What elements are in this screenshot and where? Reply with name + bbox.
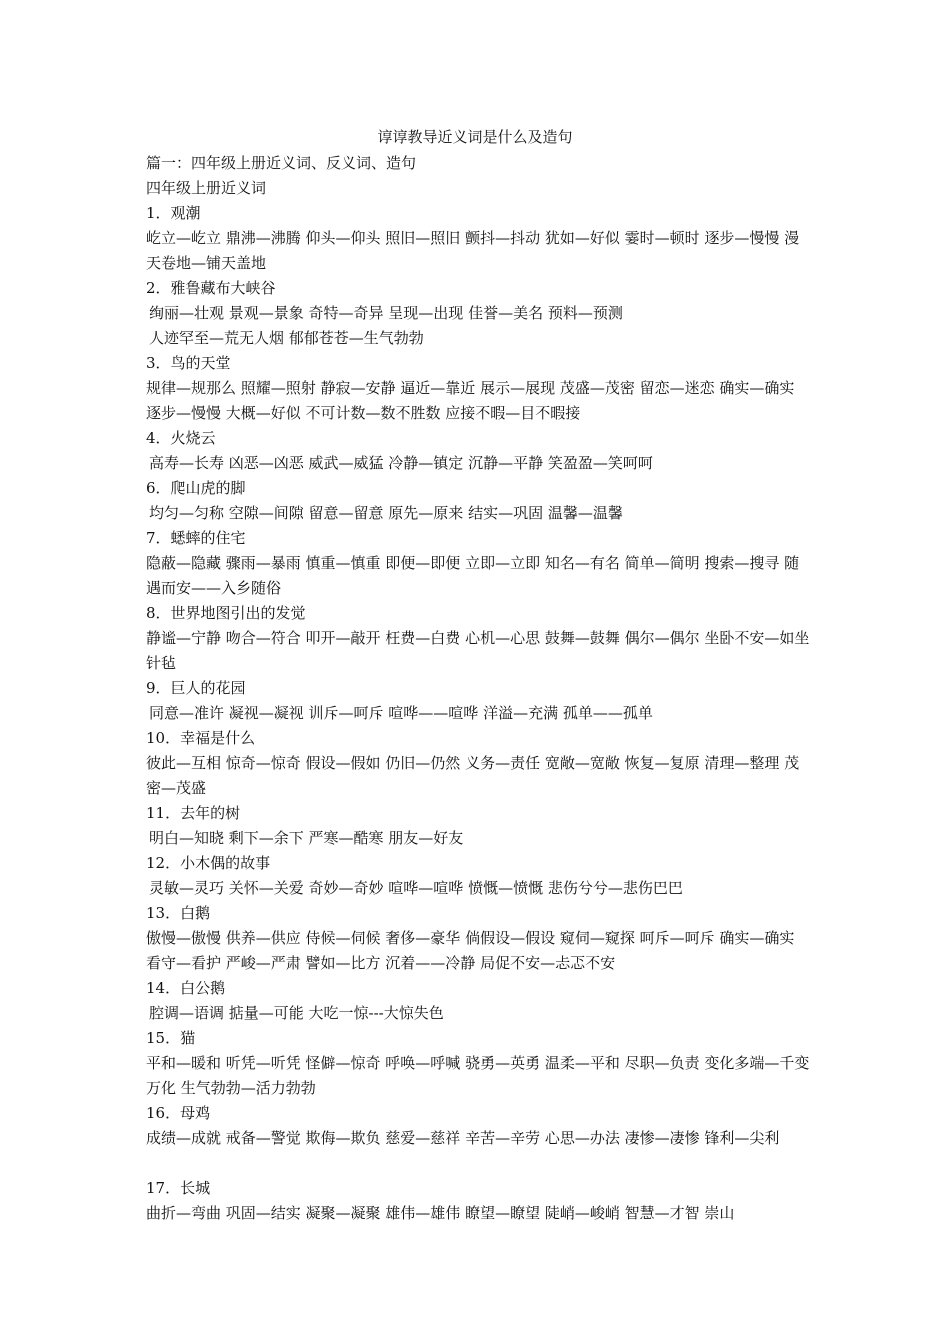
section-heading: 四年级上册近义词 — [146, 179, 267, 197]
synonym-list: 傲慢—傲慢 供养—供应 侍候—伺候 奢侈—豪华 倘假设—假设 窥伺—窥探 呵斥—呵斥 确实—确实 看守—看护 严峻—严肃 譬如—比方 沉着——冷静 局促不安—忐忑不安 — [146, 929, 795, 972]
synonym-list: 平和—暖和 听凭—听凭 怪僻—惊奇 呼唤—呼喊 骁勇—英勇 温柔—平和 尽职—负责 变化多端—千变万化 生气勃勃—活力勃勃 — [146, 1054, 810, 1097]
synonym-list: 腔调—语调 掂量—可能 大吃一惊---大惊失色 — [149, 1004, 444, 1022]
synonym-list: 规律—规那么 照耀—照射 静寂—安静 逼近—靠近 展示—展现 茂盛—茂密 留恋—迷恋 确实—确实 逐步—慢慢 大概—好似 不可计数—数不胜数 应接不暇—目不暇接 — [146, 379, 795, 422]
section-heading: 12．小木偶的故事 — [146, 854, 271, 872]
document-title: 谆谆教导近义词是什么及造句 — [377, 128, 573, 146]
synonym-list: 彼此—互相 惊奇—惊奇 假设—假如 仍旧—仍然 义务—责任 宽敞—宽敞 恢复—复原 清理—整理 茂密—茂盛 — [146, 754, 800, 797]
synonym-list: 明白—知晓 剩下—余下 严寒—酷寒 朋友—好友 — [149, 829, 464, 847]
section-heading: 6．爬山虎的脚 — [146, 479, 246, 497]
section-heading: 11．去年的树 — [146, 804, 241, 822]
section-heading: 15．猫 — [146, 1029, 196, 1047]
synonym-list: 静谧—宁静 吻合—符合 叩开—敲开 枉费—白费 心机—心思 鼓舞—鼓舞 偶尔—偶尔 坐卧不安—如坐针毡 — [146, 629, 810, 672]
section-heading: 16．母鸡 — [146, 1104, 211, 1122]
section-heading: 9．巨人的花园 — [146, 679, 246, 697]
section-heading: 3．鸟的天堂 — [146, 354, 231, 372]
section-heading: 17．长城 — [146, 1179, 211, 1197]
document-body — [146, 151, 810, 1226]
synonym-list: 灵敏—灵巧 关怀—关爱 奇妙—奇妙 喧哗—喧哗 愤慨—愤慨 悲伤兮兮—悲伤巴巴 — [149, 879, 683, 897]
synonym-list: 成绩—成就 戒备—警觉 欺侮—欺负 慈爱—慈祥 辛苦—辛劳 心思—办法 凄惨—凄惨 锋利—尖利 — [146, 1129, 780, 1147]
section-heading: 2．雅鲁藏布大峡谷 — [146, 279, 276, 297]
synonym-list: 曲折—弯曲 巩固—结实 凝聚—凝聚 雄伟—雄伟 瞭望—瞭望 陡峭—峻峭 智慧—才智 崇山 — [146, 1204, 735, 1222]
synonym-list: 同意—准许 凝视—凝视 训斥—呵斥 喧哗——喧哗 洋溢—充满 孤单——孤单 — [149, 704, 653, 722]
section-heading: 13．白鹅 — [146, 904, 211, 922]
synonym-list: 人迹罕至—荒无人烟 郁郁苍苍—生气勃勃 — [149, 329, 424, 347]
section-heading: 4．火烧云 — [146, 429, 216, 447]
section-heading: 14．白公鹅 — [146, 979, 226, 997]
synonym-list: 高寿—长寿 凶恶—凶恶 威武—威猛 冷静—镇定 沉静—平静 笑盈盈—笑呵呵 — [149, 454, 653, 472]
section-heading: 1．观潮 — [146, 204, 201, 222]
synonym-list: 均匀—匀称 空隙—间隙 留意—留意 原先—原来 结实—巩固 温馨—温馨 — [149, 504, 623, 522]
section-heading: 8．世界地图引出的发觉 — [146, 604, 306, 622]
synonym-list: 屹立—屹立 鼎沸—沸腾 仰头—仰头 照旧—照旧 颤抖—抖动 犹如—好似 霎时—顿时 逐步—慢慢 漫天卷地—铺天盖地 — [146, 229, 800, 272]
synonym-list: 隐蔽—隐藏 骤雨—暴雨 慎重—慎重 即便—即便 立即—立即 知名—有名 简单—简明 搜索—搜寻 随遇而安——入乡随俗 — [146, 554, 800, 597]
section-heading: 7．蟋蟀的住宅 — [146, 529, 246, 547]
section-heading: 10．幸福是什么 — [146, 729, 256, 747]
section-heading: 篇一：四年级上册近义词、反义词、造句 — [146, 154, 417, 172]
synonym-list: 绚丽—壮观 景观—景象 奇特—奇异 呈现—出现 佳誉—美名 预料—预测 — [149, 304, 623, 322]
